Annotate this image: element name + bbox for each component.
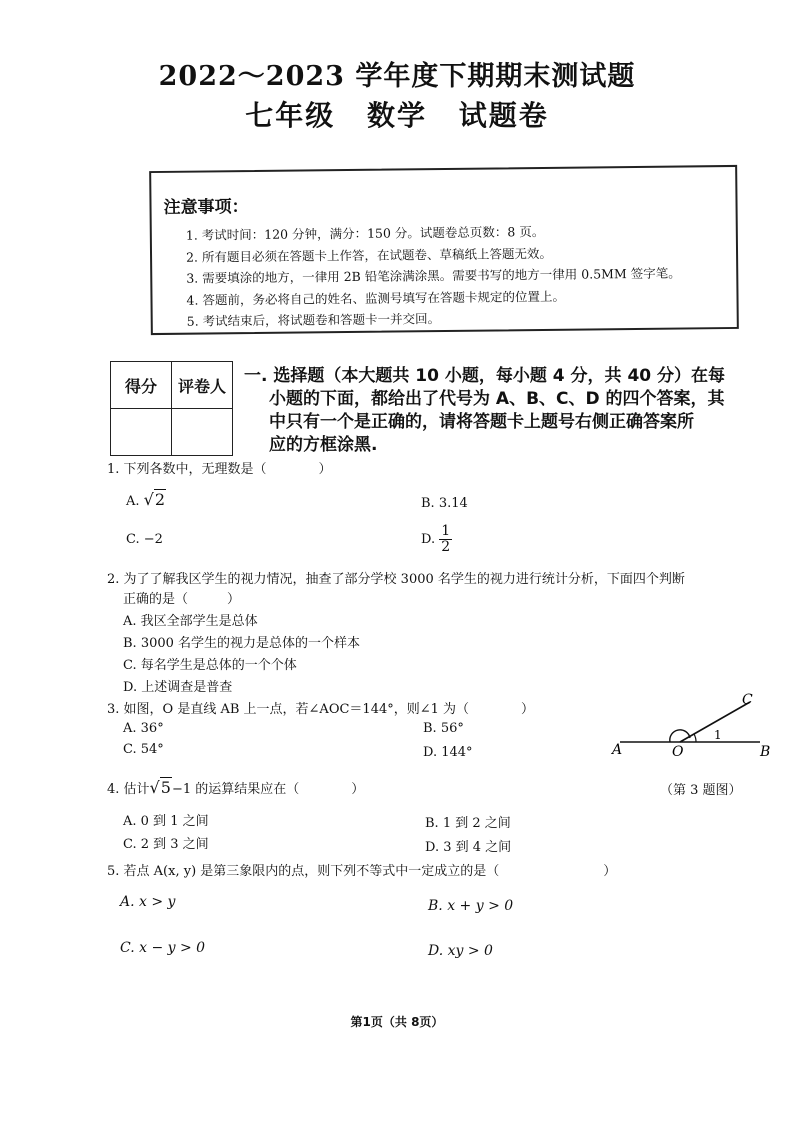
q3-stem: 3. 如图，O 是直线 AB 上一点，若∠AOC＝144°，则∠1 为（ ） <box>107 702 535 717</box>
notice-item: 4. 答题前，务必将自己的姓名、监测号填写在答题卡规定的位置上。 <box>186 288 565 308</box>
section-heading-line: 中只有一个是正确的，请将答题卡上题号右侧正确答案所 <box>269 412 694 432</box>
q1-option-d <box>421 524 452 555</box>
q4-option-d: D. 3 到 4 之间 <box>425 840 512 855</box>
score-cell <box>111 409 172 456</box>
q1-stem: 1. 下列各数中，无理数是（ ） <box>107 462 332 477</box>
sqrt-expression: √5 <box>149 778 171 797</box>
q4-stem <box>107 778 364 797</box>
option-label: D. <box>421 532 436 547</box>
q2-stem-line2: 正确的是（ ） <box>123 592 241 607</box>
numerator: 1 <box>441 523 451 539</box>
q5-option-c: C. x − y > 0 <box>120 940 206 956</box>
grader-cell <box>172 409 233 456</box>
notice-list <box>186 220 682 333</box>
q4-stem-pre: 4. 估计 <box>107 782 150 797</box>
q3-option-c: C. 54° <box>123 742 164 757</box>
q5-stem: 5. 若点 A(x, y) 是第三象限内的点，则下列不等式中一定成立的是（ ） <box>107 864 617 879</box>
point-a-label: A <box>612 742 623 758</box>
q2-option-b: B. 3000 名学生的视力是总体的一个样本 <box>123 636 361 651</box>
point-o-label: O <box>672 744 684 760</box>
section-1-heading <box>244 365 769 457</box>
radicand: 2 <box>154 490 166 509</box>
notice-item: 1. 考试时间：120 分钟，满分：150 分。试题卷总页数：8 页。 <box>185 223 545 243</box>
option-label: A. <box>126 494 140 509</box>
grade-label: 七年级 <box>245 99 336 132</box>
exam-subtitle <box>0 94 794 134</box>
q2-stem-line1: 2. 为了了解我区学生的视力情况，抽查了部分学校 3000 名学生的视力进行统计分析，下面四个判断 <box>107 572 685 587</box>
score-label: 得分 <box>111 362 172 409</box>
section-heading-line: 应的方框涂黑. <box>269 435 378 455</box>
subject-label: 数学 <box>366 99 427 132</box>
point-c-label: C <box>742 692 753 708</box>
paper-type-label: 试题卷 <box>458 99 549 132</box>
notice-item: 3. 需要填涂的地方，一律用 2B 铅笔涂满涂黑。需要书写的地方一律用 0.5MM 签字笔。 <box>186 265 681 286</box>
q3-option-a: A. 36° <box>123 721 164 736</box>
q3-option-d: D. 144° <box>423 745 473 760</box>
q4-option-a: A. 0 到 1 之间 <box>123 814 209 829</box>
angle-aoc-arc <box>670 730 690 742</box>
q5-option-a: A. x > y <box>120 894 176 910</box>
q1-option-b: B. 3.14 <box>421 496 468 511</box>
q3-option-b: B. 56° <box>423 721 464 736</box>
q4-stem-post: −1 的运算结果应在（ ） <box>171 782 365 797</box>
q1-option-c: C. −2 <box>126 532 163 547</box>
q1-option-a <box>126 490 166 509</box>
q2-option-a: A. 我区全部学生是总体 <box>123 614 258 629</box>
notice-box <box>149 165 739 335</box>
q2-option-d: D. 上述调查是普查 <box>123 680 233 695</box>
sqrt-expression: √2 <box>143 490 166 509</box>
radicand: 5 <box>160 778 171 797</box>
notice-heading: 注意事项： <box>163 197 249 218</box>
angle-1-arc <box>694 734 696 742</box>
angle-1-label: 1 <box>714 728 722 742</box>
score-table <box>110 361 233 456</box>
section-heading-line: 小题的下面，都给出了代号为 A、B、C、D 的四个答案，其 <box>269 389 725 409</box>
notice-item: 5. 考试结束后，将试题卷和答题卡一并交回。 <box>186 311 441 329</box>
q5-option-d: D. xy > 0 <box>428 943 493 959</box>
q4-option-c: C. 2 到 3 之间 <box>123 837 209 852</box>
grader-label: 评卷人 <box>172 362 233 409</box>
point-b-label: B <box>760 744 771 760</box>
page-number: 第1页（共 8页） <box>350 1015 444 1029</box>
fraction <box>439 524 452 555</box>
q5-option-b: B. x + y > 0 <box>428 898 514 914</box>
q2-option-c: C. 每名学生是总体的一个个体 <box>123 658 297 673</box>
section-heading-line: 一. 选择题（本大题共 10 小题，每小题 4 分，共 40 分）在每 <box>244 366 726 386</box>
exam-title: 2022～2023 学年度下期期末测试题 <box>158 61 636 92</box>
q3-figure-caption: （第 3 题图） <box>660 783 742 798</box>
q4-option-b: B. 1 到 2 之间 <box>425 816 511 831</box>
denominator: 2 <box>441 539 451 555</box>
notice-item: 2. 所有题目必须在答题卡上作答，在试题卷、草稿纸上答题无效。 <box>185 245 553 265</box>
q3-figure <box>600 686 780 766</box>
